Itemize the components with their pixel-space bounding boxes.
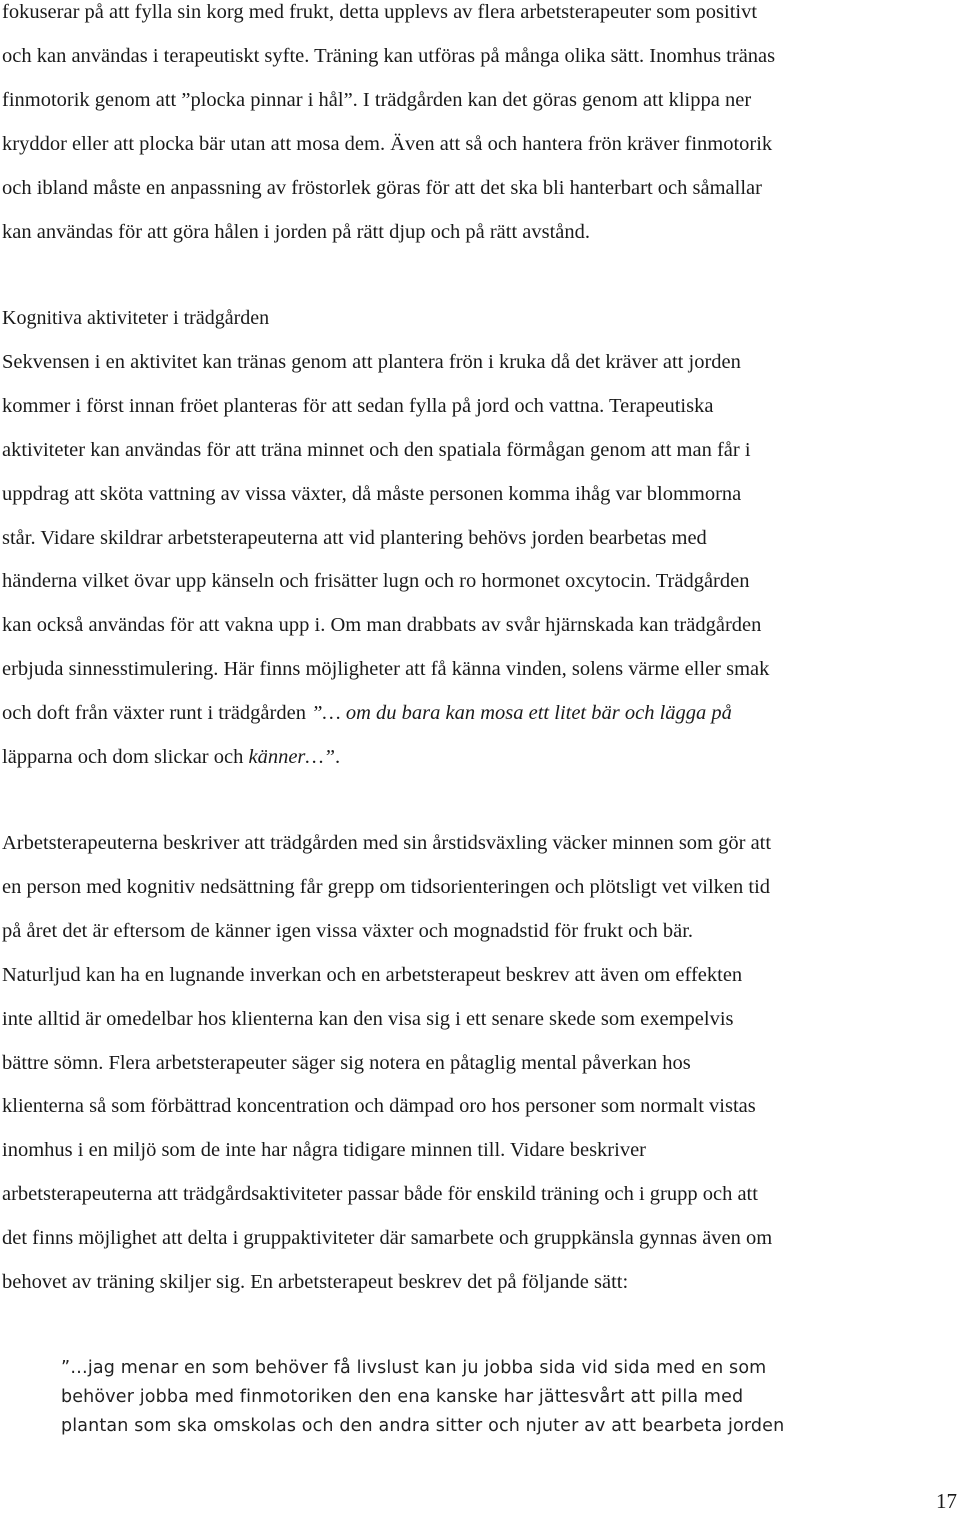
page-number: 17 bbox=[936, 1489, 957, 1513]
text-segment: läpparna och dom slickar och bbox=[2, 746, 249, 769]
text-line: inomhus i en miljö som de inte har några tidigare minnen till. Vidare beskriver bbox=[2, 1139, 646, 1162]
text-line: kommer i först innan fröet planteras för att sedan fylla på jord och vattna. Terapeutiska bbox=[2, 394, 714, 417]
paragraph-arstidsvaxling bbox=[2, 822, 958, 1305]
text-line: en person med kognitiv nedsättning får grepp om tidsorienteringen och plötsligt vet vilken tid bbox=[2, 875, 771, 898]
text-line: står. Vidare skildrar arbetsterapeuterna att vid plantering behövs jorden bearbetas med bbox=[2, 526, 707, 549]
text-line: finmotorik genom att ”plocka pinnar i hål”. I trädgården kan det göras genom att klippa ner bbox=[2, 88, 752, 111]
text-line: händerna vilket övar upp känseln och frisätter lugn och ro hormonet oxcytocin. Trädgården bbox=[2, 570, 750, 593]
text-line: Arbetsterapeuterna beskriver att trädgården med sin årstidsväxling väcker minnen som gör att bbox=[2, 832, 772, 854]
text-line: behovet av träning skiljer sig. En arbetsterapeut beskrev det på följande sätt: bbox=[2, 1271, 629, 1294]
quote-line: plantan som ska omskolas och den andra sitter och njuter av att bearbeta jorden bbox=[61, 1416, 785, 1437]
quote-line: ”…jag menar en som behöver få livslust kan ju jobba sida vid sida med en som bbox=[61, 1358, 767, 1378]
inline-quote: ”… om du bara kan mosa ett litet bär och lägga på bbox=[311, 702, 732, 725]
text-line: erbjuda sinnesstimulering. Här finns möjligheter att få känna vinden, solens värme eller smak bbox=[2, 658, 770, 681]
text-line: arbetsterapeuterna att trädgårdsaktiviteter passar både för enskild träning och i grupp och att bbox=[2, 1183, 758, 1206]
text-line: kan också användas för att vakna upp i. Om man drabbats av svår hjärnskada kan trädgården bbox=[2, 614, 762, 637]
text-line: kryddor eller att plocka bär utan att mosa dem. Även att så och hantera frön kräver finmotorik bbox=[2, 132, 773, 155]
text-line: fokuserar på att fylla sin korg med frukt, detta upplevs av flera arbetsterapeuter som positivt bbox=[2, 1, 758, 23]
text-line: på året det är eftersom de känner igen vissa växter och mognadstid för frukt och bär. bbox=[2, 919, 694, 942]
section-heading: Kognitiva aktiviteter i trädgården bbox=[2, 307, 270, 329]
text-segment: . bbox=[335, 746, 341, 769]
text-line: klienterna så som förbättrad koncentration och dämpad oro hos personer som normalt vistas bbox=[2, 1095, 756, 1118]
text-line: Sekvensen i en aktivitet kan tränas genom att plantera frön i kruka då det kräver att jorden bbox=[2, 350, 741, 373]
paragraph-finmotorik bbox=[2, 0, 958, 254]
text-line-with-quote bbox=[2, 736, 958, 780]
text-line: uppdrag att sköta vattning av vissa växter, då måste personen komma ihåg var blommorna bbox=[2, 482, 742, 505]
text-line: kan användas för att göra hålen i jorden på rätt djup och på rätt avstånd. bbox=[2, 220, 591, 243]
text-line: och ibland måste en anpassning av fröstorlek göras för att det ska bli hanterbart och såmallar bbox=[2, 176, 762, 199]
text-line: och kan användas i terapeutiskt syfte. Träning kan utföras på många olika sätt. Inomhus tränas bbox=[2, 44, 776, 67]
text-line: bättre sömn. Flera arbetsterapeuter säger sig notera en påtaglig mental påverkan hos bbox=[2, 1051, 691, 1074]
text-line: det finns möjlighet att delta i gruppaktiviteter där samarbete och gruppkänsla gynnas även om bbox=[2, 1227, 773, 1250]
inline-quote: känner…” bbox=[248, 746, 336, 769]
quote-line: behöver jobba med finmotoriken den ena kanske har jättesvårt att pilla med bbox=[61, 1387, 744, 1408]
text-line: aktiviteter kan användas för att träna minnet och den spatiala förmågan genom att man får i bbox=[2, 438, 751, 461]
text-line-with-quote bbox=[2, 692, 958, 736]
text-line: inte alltid är omedelbar hos klienterna kan den visa sig i ett senare skede som exempelvis bbox=[2, 1007, 734, 1030]
section-kognitiva-aktiviteter bbox=[2, 297, 958, 780]
text-line: Naturljud kan ha en lugnande inverkan och en arbetsterapeut beskrev att även om effekten bbox=[2, 963, 743, 986]
text-segment: och doft från växter runt i trädgården bbox=[2, 702, 312, 725]
block-quote bbox=[61, 1354, 941, 1442]
